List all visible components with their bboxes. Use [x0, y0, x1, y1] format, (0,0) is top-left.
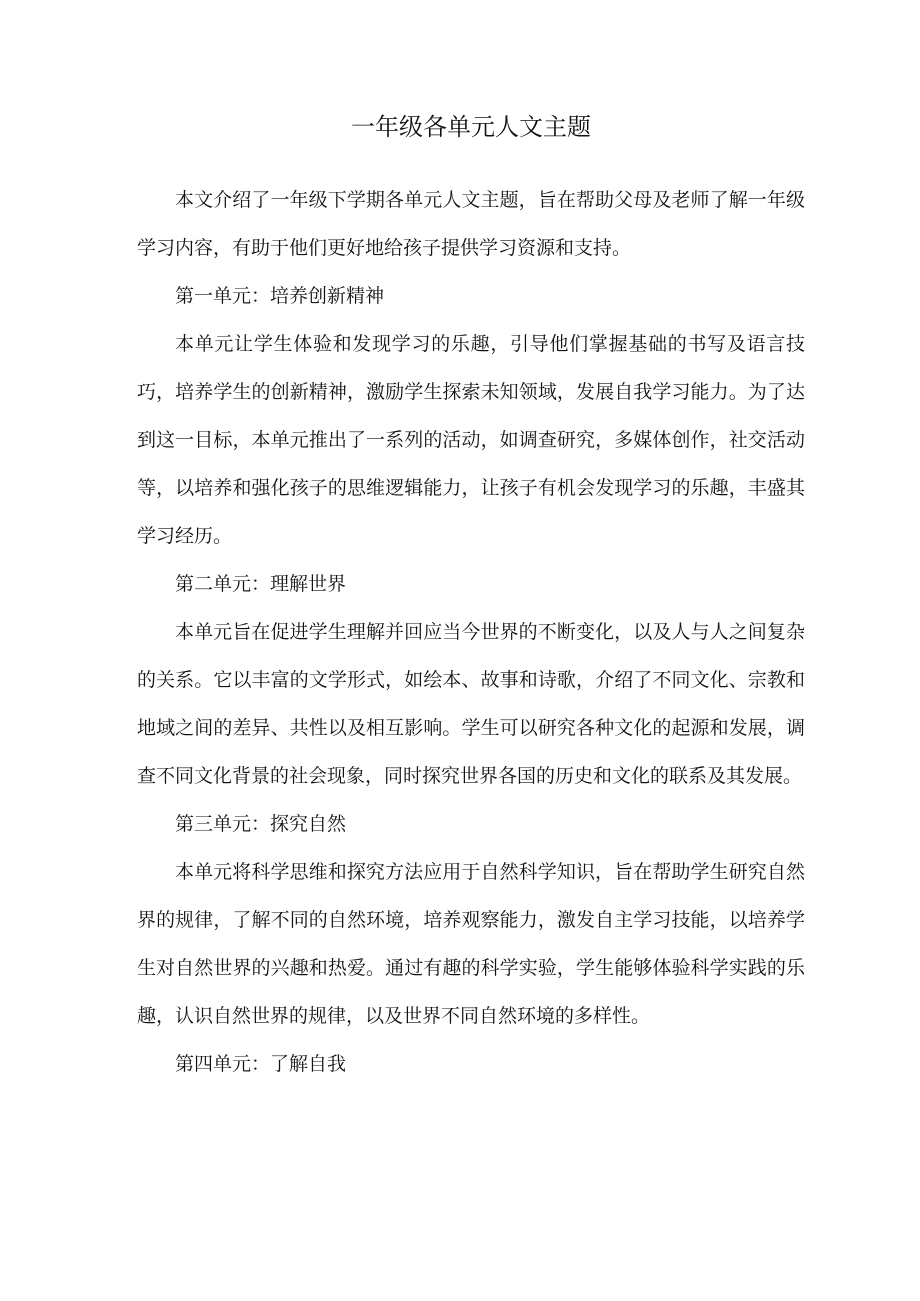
document-page: [137, 0, 805, 1088]
document-title: 一年级各单元人文主题: [351, 113, 591, 141]
unit-4-heading: 第四单元：了解自我: [175, 1053, 347, 1075]
document-body: [137, 176, 805, 1088]
unit-3-paragraph: 本单元将科学思维和探究方法应用于自然科学知识，旨在帮助学生研究自然界的规律，了解不同的自然环境，培养观察能力，激发自主学习技能，以培养学生对自然世界的兴趣和热爱。通过有趣的科学实验，学生能够体验科学实践的乐趣，认识自然世界的规律，以及世界不同自然环境的多样性。: [137, 861, 805, 1027]
unit-3-heading: 第三单元：探究自然: [175, 813, 347, 835]
unit-1-paragraph: 本单元让学生体验和发现学习的乐趣，引导他们掌握基础的书写及语言技巧，培养学生的创新精神，激励学生探索未知领域，发展自我学习能力。为了达到这一目标，本单元推出了一系列的活动，如调查研究，多媒体创作，社交活动等，以培养和强化孩子的思维逻辑能力，让孩子有机会发现学习的乐趣，丰盛其学习经历。: [137, 333, 805, 547]
unit-2-paragraph: 本单元旨在促进学生理解并回应当今世界的不断变化，以及人与人之间复杂的关系。它以丰富的文学形式，如绘本、故事和诗歌，介绍了不同文化、宗教和地域之间的差异、共性以及相互影响。学生可以研究各种文化的起源和发展，调查不同文化背景的社会现象，同时探究世界各国的历史和文化的联系及其发展。: [137, 621, 805, 787]
unit-1-heading: 第一单元：培养创新精神: [175, 285, 385, 307]
intro-paragraph: 本文介绍了一年级下学期各单元人文主题，旨在帮助父母及老师了解一年级学习内容，有助于他们更好地给孩子提供学习资源和支持。: [137, 189, 805, 259]
unit-2-heading: 第二单元：理解世界: [175, 573, 347, 595]
